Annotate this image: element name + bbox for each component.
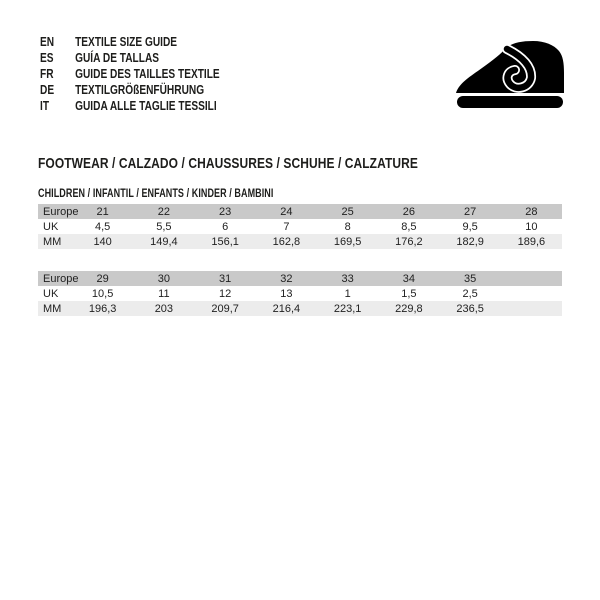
table-row-europe (38, 204, 562, 219)
childrens-shoe-icon (445, 35, 575, 110)
language-row (40, 34, 220, 50)
children-size-table-2 (38, 271, 562, 316)
language-row (40, 82, 220, 98)
size-cell: 6 (222, 220, 229, 233)
table-row-uk (38, 286, 562, 301)
row-label: UK (43, 287, 59, 300)
section-subtitle-children: CHILDREN / INFANTIL / ENFANTS / KINDER / BAMBINI (38, 186, 274, 200)
size-cell: 22 (157, 205, 170, 218)
size-cell: 162,8 (272, 235, 301, 248)
size-cell: 140 (93, 235, 112, 248)
size-cell: 203 (154, 302, 174, 315)
language-code: ES (40, 50, 54, 65)
language-title: TEXTILE SIZE GUIDE (75, 34, 178, 49)
size-cell: 209,7 (211, 302, 239, 315)
language-code: FR (40, 66, 54, 81)
size-cell: 8,5 (401, 220, 417, 233)
row-label: MM (43, 235, 62, 248)
size-cell: 149,4 (150, 235, 178, 248)
row-label: UK (43, 220, 59, 233)
language-title: GUIDA ALLE TAGLIE TESSILI (75, 98, 217, 113)
row-label: Europe (43, 205, 79, 218)
size-cell: 8 (344, 220, 351, 233)
size-cell: 28 (525, 205, 538, 218)
size-cell: 27 (464, 205, 477, 218)
table-row-uk (38, 219, 562, 234)
size-cell: 5,5 (156, 220, 172, 233)
size-cell: 30 (157, 272, 170, 285)
size-cell: 21 (96, 205, 109, 218)
size-cell: 12 (219, 287, 232, 300)
size-cell: 189,6 (517, 235, 546, 248)
table-row-mm (38, 301, 562, 316)
size-cell: 35 (464, 272, 477, 285)
size-cell: 31 (219, 272, 232, 285)
language-title: TEXTILGRÖßENFÜHRUNG (75, 82, 205, 97)
size-cell: 4,5 (94, 220, 111, 233)
size-cell: 2,5 (462, 287, 478, 300)
language-code: EN (40, 34, 55, 49)
size-cell (501, 271, 562, 286)
size-cell: 34 (402, 272, 415, 285)
size-cell: 7 (283, 220, 290, 233)
size-cell: 156,1 (211, 235, 239, 248)
size-cell: 223,1 (333, 302, 362, 315)
size-cell (501, 301, 562, 316)
size-cell: 26 (402, 205, 415, 218)
size-cell: 33 (341, 272, 354, 285)
size-cell: 10 (525, 220, 538, 233)
size-cell: 29 (96, 272, 109, 285)
size-cell: 25 (341, 205, 354, 218)
table-row-europe (38, 271, 562, 286)
size-cell: 236,5 (456, 302, 484, 315)
size-cell: 13 (280, 287, 293, 300)
row-label: MM (43, 302, 62, 315)
language-row (40, 66, 220, 82)
size-cell: 216,4 (272, 302, 301, 315)
size-cell: 169,5 (333, 235, 362, 248)
language-code: IT (40, 98, 50, 113)
language-title: GUÍA DE TALLAS (75, 50, 160, 65)
size-cell: 196,3 (88, 302, 117, 315)
size-cell: 32 (280, 272, 293, 285)
size-cell: 9,5 (462, 220, 478, 233)
size-cell: 1 (344, 287, 351, 300)
row-label: Europe (43, 272, 79, 285)
size-cell: 229,8 (395, 302, 423, 315)
size-cell: 1,5 (401, 287, 417, 300)
language-row (40, 98, 220, 114)
size-cell (501, 286, 562, 301)
language-row (40, 50, 220, 66)
language-code: DE (40, 82, 55, 97)
language-list (40, 34, 220, 114)
size-cell: 23 (219, 205, 232, 218)
language-title: GUIDE DES TAILLES TEXTILE (75, 66, 220, 81)
size-cell: 10,5 (91, 287, 114, 300)
size-cell: 176,2 (395, 235, 423, 248)
section-title-footwear: FOOTWEAR / CALZADO / CHAUSSURES / SCHUHE / CALZATURE (38, 155, 418, 172)
size-cell: 24 (280, 205, 293, 218)
size-cell: 182,9 (456, 235, 484, 248)
table-row-mm (38, 234, 562, 249)
size-cell: 11 (158, 287, 170, 300)
children-size-table-1 (38, 204, 562, 249)
